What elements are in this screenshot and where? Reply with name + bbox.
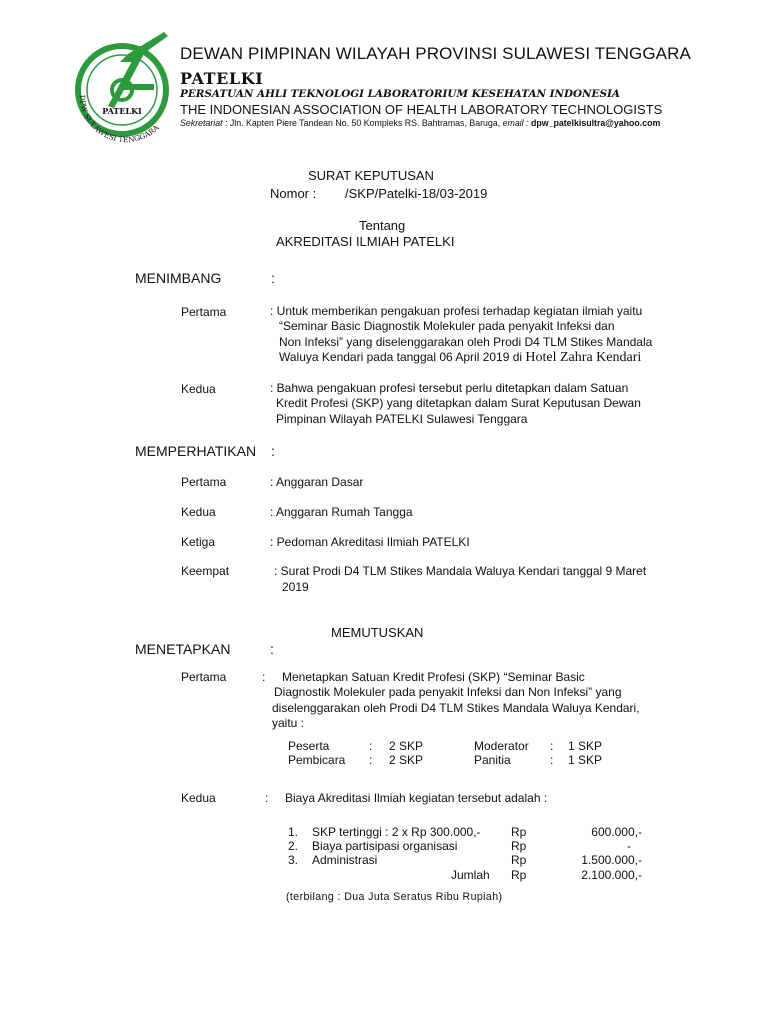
text-line: Pimpinan Wilayah PATELKI Sulawesi Tenggara [276,411,528,426]
menimbang-colon: : [271,270,275,286]
cost-amount: - [627,839,631,853]
menetapkan-pertama-label: Pertama [181,670,227,684]
patelki-logo [68,28,180,144]
text-line: : Bahwa pengakuan profesi tersebut perlu ditetapkan dalam Satuan [270,381,629,395]
menetapkan-pertama-text [272,670,640,732]
header-secretariat [180,118,660,128]
menetapkan-label: MENETAPKAN [135,641,231,657]
menetapkan-pertama-colon: : [262,670,266,684]
menetapkan-kedua-text: Biaya Akreditasi Ilmiah kegiatan tersebut adalah : [285,791,548,805]
memperhatikan-label: MEMPERHATIKAN [135,443,257,459]
doc-type: SURAT KEPUTUSAN [308,168,434,183]
memperhatikan-item-text: : Anggaran Dasar [270,475,364,489]
menimbang-item-label: Kedua [181,382,216,396]
memperhatikan-colon: : [271,443,275,459]
menimbang-label: MENIMBANG [135,270,222,286]
memperhatikan-item-label: Ketiga [181,535,216,549]
email-address: dpw_patelkisultra@yahoo.com [530,118,661,128]
skp-role: Panitia [474,753,511,767]
skp-value: 2 SKP [389,739,424,753]
text-line: Waluya Kendari pada tanggal 06 April 2019 di Hotel Zahra Kendari [279,350,642,366]
cost-amount: 600.000,- [591,825,642,839]
venue-name: Hotel Zahra Kendari [525,350,642,366]
cost-item: Biaya partisipasi organisasi [312,839,458,853]
cost-no: 2. [288,839,299,853]
skp-colon: : [369,739,373,753]
text-line: yaitu : [272,716,305,731]
cost-no: 3. [288,853,299,867]
memperhatikan-item-text: : Surat Prodi D4 TLM Stikes Mandala Waluya Kendari tanggal 9 Maret [274,564,647,578]
email-label: email : [502,118,529,128]
menetapkan-kedua-colon: : [265,791,269,805]
header-org-full: PERSATUAN AHLI TEKNOLOGI LABORATORIUM KESEHATAN INDONESIA [180,88,620,100]
text-line: Kredit Profesi (SKP) yang ditetapkan dalam Surat Keputusan Dewan [276,396,641,411]
skp-colon: : [550,753,554,767]
cost-amount: 1.500.000,- [581,853,642,867]
menetapkan-kedua-label: Kedua [181,791,216,805]
nomor-value: /SKP/Patelki-18/03-2019 [345,186,488,201]
memperhatikan-item-label: Pertama [181,475,227,489]
memperhatikan-item-text-cont: 2019 [282,580,309,594]
total-label: Jumlah [451,868,490,882]
cost-currency: Rp [511,825,527,839]
tentang: Tentang [359,218,406,233]
skp-colon: : [369,753,373,767]
skp-colon: : [550,739,554,753]
skp-value: 2 SKP [389,753,424,767]
memperhatikan-item-text: : Anggaran Rumah Tangga [270,505,413,519]
secretariat-label: Sekretariat : [180,118,228,128]
text-line: Menetapkan Satuan Kredit Profesi (SKP) “Seminar Basic [282,670,585,684]
menimbang-item-text [270,304,652,366]
cost-currency: Rp [511,853,527,867]
subject: AKREDITASI ILMIAH PATELKI [276,234,455,249]
secretariat-address: Jln. Kapten Piere Tandean No. 50 Kompleks RS. Bahtramas, Baruga, [229,118,501,128]
memutuskan-heading: MEMUTUSKAN [331,625,424,640]
total-amount: 2.100.000,- [581,868,642,882]
skp-role: Moderator [474,739,529,753]
cost-no: 1. [288,825,299,839]
text-line: diselenggarakan oleh Prodi D4 TLM Stikes Mandala Waluya Kendari, [272,700,640,715]
skp-value: 1 SKP [568,753,603,767]
text-line: Diagnostik Molekuler pada penyakit Infeksi dan Non Infeksi” yang [274,685,622,700]
memperhatikan-item-text: : Pedoman Akreditasi Ilmiah PATELKI [270,535,470,549]
menimbang-item-text [270,381,641,427]
text-line: “Seminar Basic Diagnostik Molekuler pada penyakit Infeksi dan [279,319,615,334]
text-line: : Untuk memberikan pengakuan profesi terhadap kegiatan ilmiah yaitu [270,304,643,318]
header-org-english: THE INDONESIAN ASSOCIATION OF HEALTH LABORATORY TECHNOLOGISTS [180,102,663,117]
logo-ring-text: DPW SULAWESI TENGGARA [77,94,161,144]
logo-text: PATELKI [102,106,142,116]
menimbang-item-label: Pertama [181,305,227,319]
cost-currency: Rp [511,839,527,853]
skp-role: Peserta [288,739,330,753]
header-line1: DEWAN PIMPINAN WILAYAH PROVINSI SULAWESI TENGGARA [180,44,691,63]
terbilang: (terbilang : Dua Juta Seratus Ribu Rupiah) [286,891,503,903]
skp-value: 1 SKP [568,739,603,753]
cost-item: SKP tertinggi : 2 x Rp 300.000,- [312,825,481,839]
skp-role: Pembicara [288,753,346,767]
nomor-label: Nomor : [270,186,317,201]
header-org: PATELKI [180,69,264,88]
cost-item: Administrasi [312,853,378,867]
memperhatikan-item-label: Kedua [181,505,216,519]
menetapkan-colon: : [270,641,274,657]
memperhatikan-item-label: Keempat [181,564,230,578]
text-line: Non Infeksi” yang diselenggarakan oleh Prodi D4 TLM Stikes Mandala [279,334,653,349]
total-currency: Rp [511,868,527,882]
